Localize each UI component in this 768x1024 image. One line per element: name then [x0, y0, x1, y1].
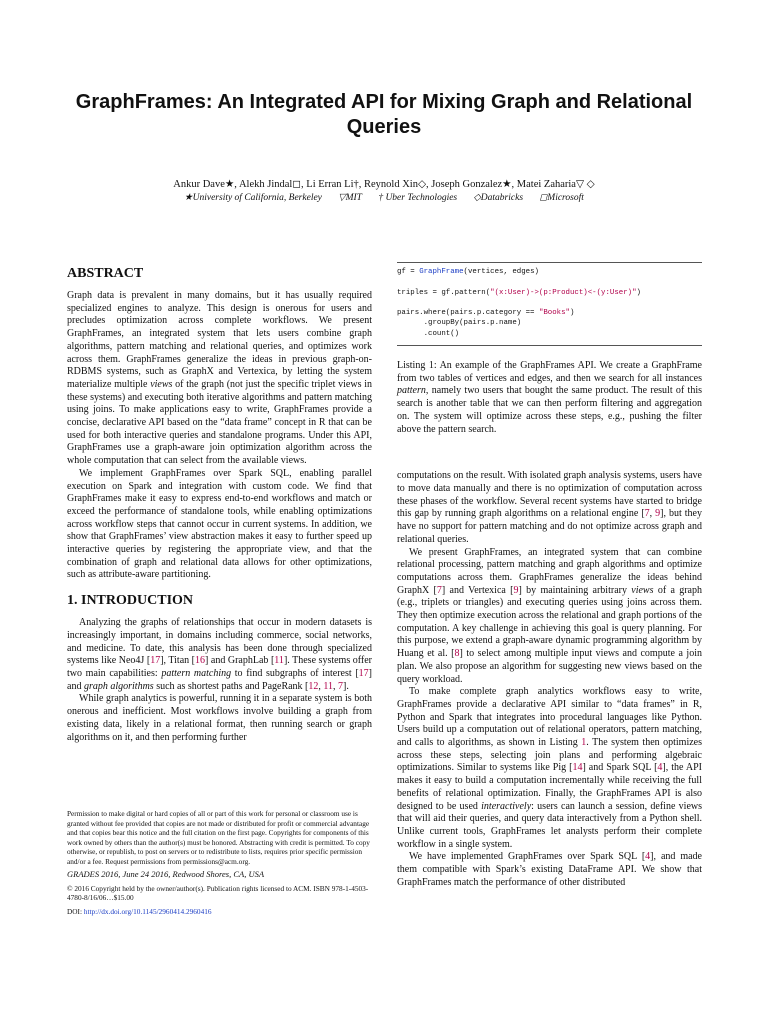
- citation-link[interactable]: 17: [358, 667, 369, 679]
- citation-link[interactable]: 8: [454, 648, 460, 660]
- permission-notice: Permission to make digital or hard copies of all or part of this work for personal or classroom use is granted without fee provided that copies are not made or distributed for profit or commercial advantage and that copies bear this notice and the full citation on the first page. Copyrights for components of this work owned by others than the author(s) must be honored. Abstracting with credit is permitted. To copy otherwise, or republish, to post on servers or to redistribute to lists, requires prior specific permission and/or a fee. Request permissions from permissions@acm.org.: [67, 809, 370, 866]
- citation-link[interactable]: 11: [274, 655, 284, 667]
- listing-caption: Listing 1: An example of the GraphFrames API. We create a GraphFrame from two tables of vertices and edges, and then we search for all instances pattern, namely two users that bought the same product. The result of this search is another table that we can then perform filtering and aggregation on. The system will optimize across these steps, e.g., pushing the filter above the pattern search.: [397, 360, 702, 435]
- left-column: [67, 265, 372, 744]
- abstract-paragraph: Graph data is prevalent in many domains, but it has usually required specialized engines to analyze. This design is onerous for users and precludes optimization across complete workflows. We present GraphFrames, an integrated system that lets users combine graph algorithms, pattern matching and relational queries, and optimizes work across them. GraphFrames generalize the ideas in previous graph-on-RDBMS systems, such as GraphX and Vertexica, by letting the system materialize multiple views of the graph (not just the specific triplet views in these systems) and executing both iterative algorithms and pattern matching using joins. To make applications easy to write, GraphFrames provide a concise, declarative API based on the “data frame” concept in R that can be used for both interactive queries and standalone programs. Under this API, GraphFrames use a graph-aware join optimization algorithm across the whole computation that can select from the available views.: [67, 290, 372, 467]
- citation-link[interactable]: 17: [150, 655, 161, 667]
- doi-link[interactable]: http://dx.doi.org/10.1145/2960414.2960416: [83, 906, 212, 916]
- code-line: .count(): [397, 329, 460, 338]
- abstract-paragraph: We implement GraphFrames over Spark SQL, enabling parallel execution on Spark and integration with custom code. We find that GraphFrames make it easy to express end-to-end workflows and match or exceed the performance of standalone tools, while enabling optimizations across workflow steps that cannot occur in current systems. In addition, we show that GraphFrames’ view abstraction makes it easy to further speed up interactive queries by registering the appropriate view, and that the combination of graph and relational data allows for other optimizations, such as attribute-aware partitioning.: [67, 467, 372, 581]
- copyright-notice: © 2016 Copyright held by the owner/author(s). Publication rights licensed to ACM. ISBN 978-1-4503-4780-8/16/06…$15.00: [67, 883, 369, 903]
- right-column: [397, 262, 702, 890]
- citation-link[interactable]: 11: [323, 680, 334, 692]
- intro-paragraph: Analyzing the graphs of relationships that occur in modern datasets is increasingly important, in domains including commerce, social networks, and medicine. To date, this analysis has been done through specialized systems like Neo4J [17], Titan [16] and GraphLab [11]. These systems offer two main capabilities: pattern matching to find subgraphs of interest [17] and graph algorithms such as shortest paths and PageRank [12, 11, 7].: [67, 617, 373, 692]
- body-paragraph: To make complete graph analytics workflows easy to write, GraphFrames provide a declarative API similar to “data frames” in R, Python and Spark that integrates into procedural languages like Python. Users build up a computation out of relational operators, pattern matching, and calls to algorithms, as shown in Listing 1. The system then optimizes across these steps, selecting join plans and performing algebraic optimizations. Similar to systems like Pig [14] and Spark SQL [4], the API makes it easy to build a computation incrementally while receiving the full benefits of relational optimization. Finally, the GraphFrames API is also designed to be used interactively: users can launch a session, define views that will aid their queries, and query data interactively from a Python shell. Unlike current tools, GraphFrames let analysts perform their complete workflow in a single system.: [397, 686, 703, 850]
- citation-link[interactable]: 4: [645, 851, 651, 863]
- body-paragraph: computations on the result. With isolated graph analysis systems, users have to move data manually and there is no optimization of computation across these phases of the workflow. Several recent systems have started to bridge this gap by running graph algorithms on a relational engine [7, 9], but they have no support for pattern matching and do not optimize across graph and relational queries.: [397, 470, 702, 545]
- affiliation: ◻Microsoft: [539, 193, 584, 203]
- citation-link[interactable]: 12: [308, 680, 319, 692]
- affiliation: ▽MIT: [338, 193, 362, 203]
- intro-paragraph: While graph analytics is powerful, running it in a separate system is both onerous and inefficient. Most workflows involve building a graph from existing data, likely in a relational format, then running search or graph algorithms on it, and then performing further: [67, 693, 372, 743]
- citation-link[interactable]: 7: [436, 584, 442, 596]
- abstract-heading: ABSTRACT: [67, 266, 144, 281]
- author-list: Ankur Dave★, Alekh Jindal◻, Li Erran Li†, Reynold Xin◇, Joseph Gonzalez★, Matei Zaharia▽ ◇: [173, 179, 595, 190]
- affiliations: [40, 192, 728, 204]
- listing-reference-link[interactable]: 1: [581, 737, 587, 749]
- affiliation: ★University of California, Berkeley: [184, 193, 322, 203]
- doi-line: DOI: http://dx.doi.org/10.1145/2960414.2960416: [67, 906, 212, 916]
- code-line: triples = gf.pattern("(x:User)->(p:Product)<-(y:User)"): [397, 288, 641, 297]
- citation-link[interactable]: 4: [657, 762, 663, 774]
- citation-link[interactable]: 9: [513, 584, 519, 596]
- paper-title: GraphFrames: An Integrated API for Mixing Graph and Relational Queries: [75, 91, 693, 138]
- code-line: [397, 277, 702, 287]
- permission-block: [67, 809, 372, 916]
- citation-link[interactable]: 7: [338, 680, 344, 692]
- citation-link[interactable]: 14: [572, 762, 583, 774]
- code-listing: [397, 262, 702, 346]
- body-paragraph: We present GraphFrames, an integrated system that can combine relational processing, pattern matching and graph algorithms and optimize computations across them. GraphFrames generalize the ideas behind GraphX [7] and Vertexica [9] by maintaining arbitrary views of a graph (e.g., triplets or triangles) and executing queries using joins across them. They then optimize execution across the relational and graph portions of the computation. A key challenge in achieving this goal is query planning. For this purpose, we extend a graph-aware dynamic programming algorithm by Huang et al. [8] to select among multiple input views and compute a join plan. We also propose an algorithm for suggesting new views based on the query workload.: [397, 546, 702, 685]
- citation-link[interactable]: 9: [655, 508, 661, 520]
- conference-info: GRADES 2016, June 24 2016, Redwood Shores, CA, USA: [67, 868, 265, 879]
- code-line: pairs.where(pairs.p.category == "Books"): [397, 309, 575, 318]
- affiliation: † Uber Technologies: [378, 193, 458, 203]
- code-line: [397, 298, 702, 308]
- code-line: .groupBy(pairs.p.name): [397, 319, 522, 328]
- section-heading-introduction: 1. INTRODUCTION: [67, 593, 194, 609]
- affiliation: ◇Databricks: [473, 193, 524, 203]
- citation-link[interactable]: 7: [644, 508, 650, 520]
- code-line: gf = GraphFrame(vertices, edges): [397, 268, 539, 276]
- citation-link[interactable]: 16: [195, 655, 206, 667]
- body-paragraph: We have implemented GraphFrames over Spark SQL [4], and made them compatible with Spark’s existing DataFrame API. We show that GraphFrames match the performance of other distributed: [397, 851, 702, 888]
